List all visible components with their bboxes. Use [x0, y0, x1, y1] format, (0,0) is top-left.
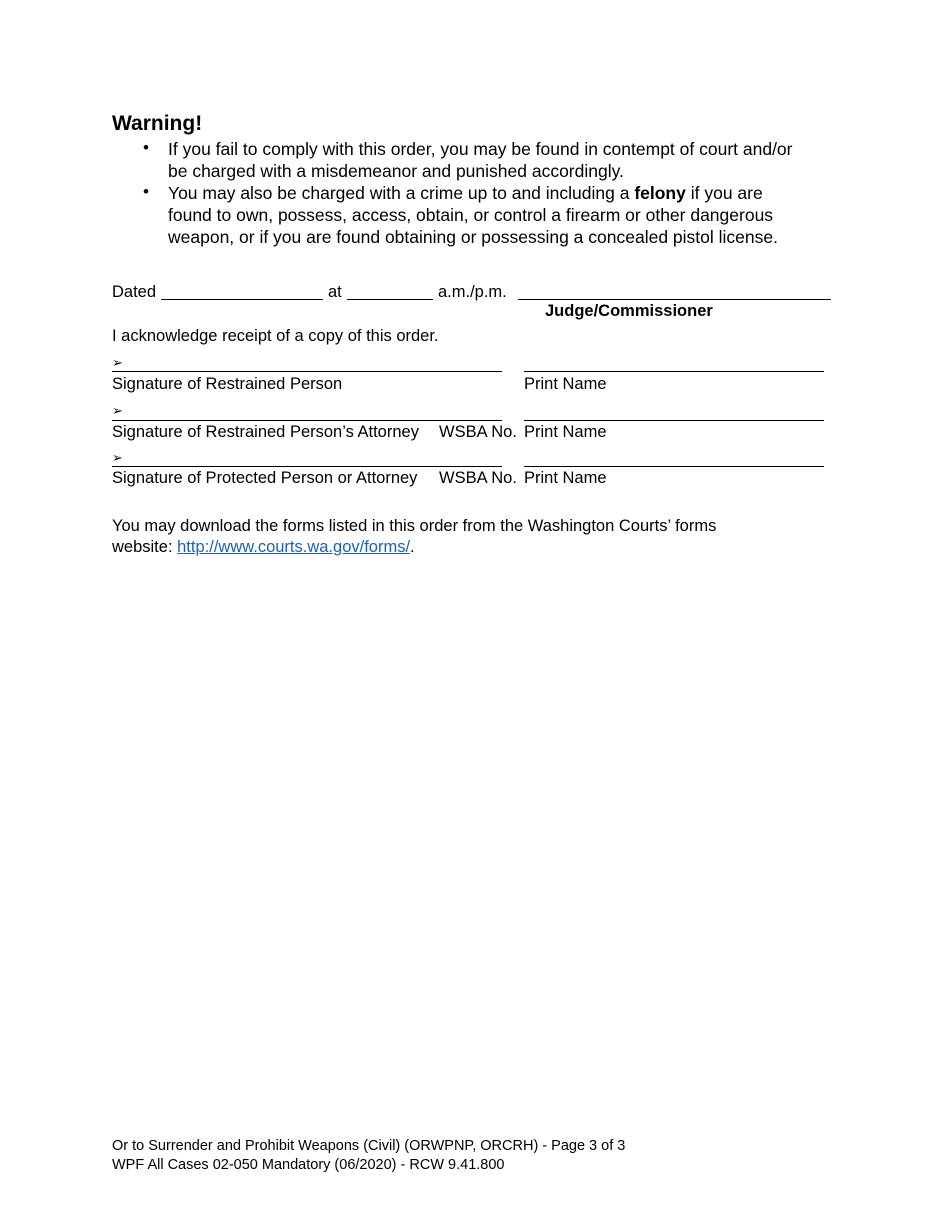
bullet-marker: •: [143, 182, 149, 201]
felony-emphasis: felony: [634, 183, 686, 203]
website-label: website:: [112, 538, 178, 556]
acknowledge-text: I acknowledge receipt of a copy of this order.: [112, 327, 439, 345]
bullet-2-text-post: if you are: [685, 183, 763, 203]
warning-bullet-2-line-2: found to own, possess, access, obtain, or control a firearm or other dangerous: [168, 205, 774, 225]
wsba-number-label: WSBA No.: [439, 469, 517, 487]
warning-heading: Warning!: [112, 112, 203, 135]
restrained-attorney-signature-line[interactable]: [112, 420, 502, 421]
restrained-person-signature-line[interactable]: [112, 371, 502, 372]
arrow-marker-icon: ➢: [112, 403, 123, 418]
warning-bullet-1-line-2: be charged with a misdemeanor and punished accordingly.: [168, 161, 624, 181]
period: .: [410, 538, 415, 556]
warning-bullet-1-line-1: If you fail to comply with this order, you may be found in contempt of court and/or: [168, 139, 793, 159]
arrow-marker-icon: ➢: [112, 355, 123, 370]
forms-website-link[interactable]: http://www.courts.wa.gov/forms/: [177, 538, 411, 556]
judge-signature-line[interactable]: [518, 299, 831, 300]
arrow-marker-icon: ➢: [112, 450, 123, 465]
wsba-number-label: WSBA No.: [439, 423, 517, 441]
warning-bullet-2-line-3: weapon, or if you are found obtaining or possessing a concealed pistol license.: [168, 227, 778, 247]
bullet-marker: •: [143, 138, 149, 157]
ampm-label: a.m./p.m.: [438, 283, 507, 301]
at-label: at: [328, 283, 342, 301]
restrained-person-print-name-line[interactable]: [524, 371, 824, 372]
restrained-person-signature-label: Signature of Restrained Person: [112, 375, 343, 393]
print-name-label: Print Name: [524, 375, 607, 393]
print-name-label: Print Name: [524, 423, 607, 441]
time-blank[interactable]: [347, 299, 433, 300]
protected-person-print-name-line[interactable]: [524, 466, 824, 467]
date-blank[interactable]: [161, 299, 323, 300]
protected-person-signature-label: Signature of Protected Person or Attorney: [112, 469, 418, 487]
protected-person-signature-line[interactable]: [112, 466, 502, 467]
footer-form-title: Or to Surrender and Prohibit Weapons (Civil) (ORWPNP, ORCRH) - Page 3 of 3: [112, 1138, 626, 1154]
bullet-2-text-pre: You may also be charged with a crime up to and including a: [168, 183, 635, 203]
restrained-attorney-signature-label: Signature of Restrained Person’s Attorney: [112, 423, 419, 441]
dated-label: Dated: [112, 283, 157, 301]
download-text-line-1: You may download the forms listed in this order from the Washington Courts’ forms: [112, 517, 717, 535]
download-text-line-2: [112, 538, 415, 557]
print-name-label: Print Name: [524, 469, 607, 487]
footer-form-id: WPF All Cases 02-050 Mandatory (06/2020) - RCW 9.41.800: [112, 1157, 505, 1173]
judge-commissioner-label: Judge/Commissioner: [545, 302, 713, 320]
restrained-attorney-print-name-line[interactable]: [524, 420, 824, 421]
warning-bullet-2-line-1: [168, 182, 763, 204]
